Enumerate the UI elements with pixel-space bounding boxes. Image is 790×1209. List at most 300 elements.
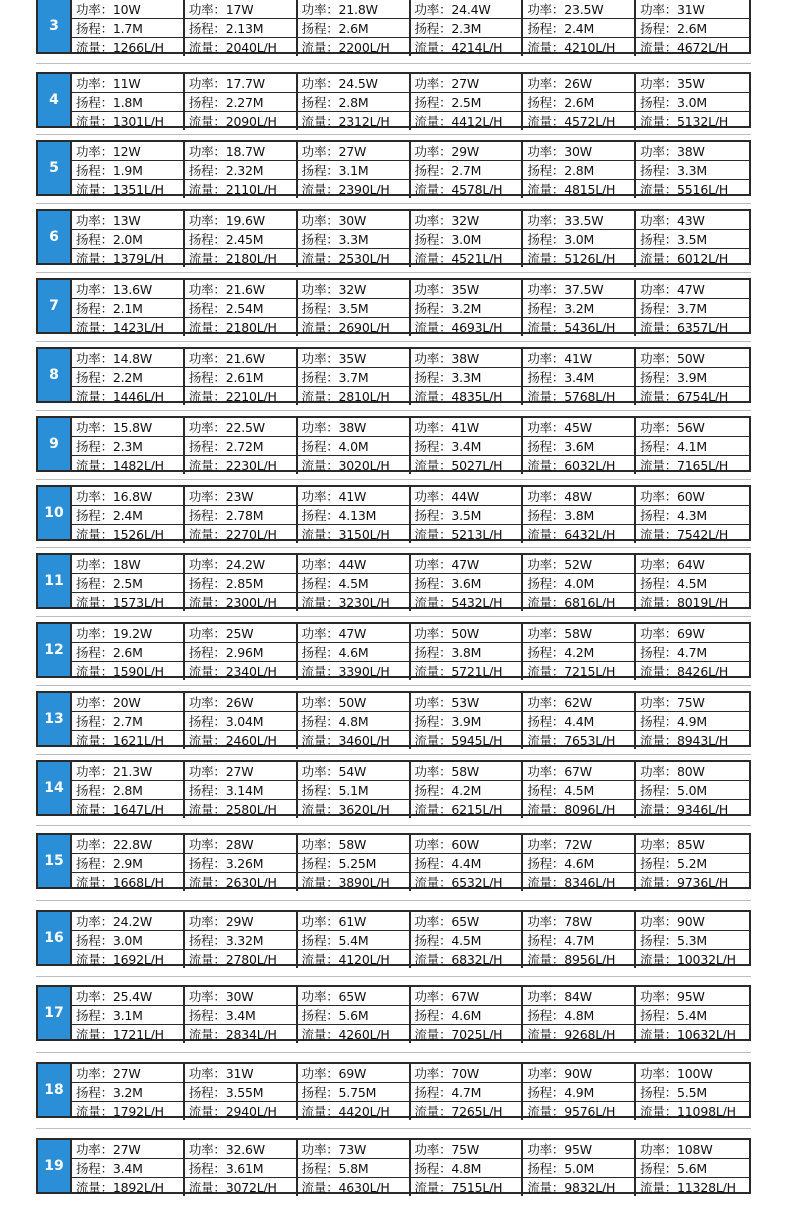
spec-cell [636, 418, 749, 474]
flow-value: 流量：5432L/H [414, 595, 503, 610]
power-value: 功率：56W [636, 418, 749, 437]
spec-cell [411, 987, 524, 1043]
spec-cell [523, 693, 636, 749]
block-cells [72, 211, 749, 266]
spec-cell [298, 74, 411, 130]
flow-value: 流量：6432L/H [527, 527, 616, 542]
power-value: 功率：38W [411, 349, 522, 368]
flow-value: 流量：4412L/H [414, 114, 503, 129]
flow-value: 流量：9832L/H [527, 1180, 616, 1195]
power-value: 功率：28W [185, 835, 296, 854]
spec-cell [72, 912, 185, 968]
head-value: 扬程：2.54M [185, 299, 296, 318]
head-value: 扬程：4.8M [298, 712, 409, 731]
spec-cell [298, 555, 411, 611]
head-value: 扬程：2.78M [185, 506, 296, 525]
head-value: 扬程：2.3M [411, 19, 522, 38]
power-value: 功率：35W [636, 74, 749, 93]
block-cells [72, 555, 749, 610]
power-value: 功率：84W [523, 987, 634, 1006]
flow-value: 流量：8096L/H [527, 802, 616, 817]
head-value: 扬程：3.0M [523, 230, 634, 249]
head-value: 扬程：2.8M [298, 93, 409, 112]
spec-block [36, 72, 751, 128]
head-value: 扬程：3.2M [523, 299, 634, 318]
block-cells [72, 624, 749, 679]
head-value: 扬程：4.0M [523, 574, 634, 593]
spec-cell [636, 349, 749, 405]
block-separator [36, 341, 751, 342]
spec-block [36, 760, 751, 816]
spec-block [36, 985, 751, 1041]
block-separator [36, 547, 751, 548]
power-value: 功率：95W [636, 987, 749, 1006]
power-value: 功率：22.5W [185, 418, 296, 437]
spec-cell [523, 280, 636, 336]
head-value: 扬程：4.6M [411, 1006, 522, 1025]
spec-block [36, 553, 751, 609]
head-value: 扬程：4.9M [523, 1083, 634, 1102]
flow-value: 流量：2180L/H [188, 320, 277, 335]
spec-cell [411, 693, 524, 749]
power-value: 功率：90W [523, 1064, 634, 1083]
flow-value: 流量：1423L/H [76, 320, 164, 335]
power-value: 功率：48W [523, 487, 634, 506]
flow-value: 流量：4420L/H [301, 1104, 390, 1119]
head-value: 扬程：4.7M [523, 931, 634, 950]
flow-value: 流量：1721L/H [76, 1027, 164, 1042]
spec-cell [298, 835, 411, 891]
power-value: 功率：90W [636, 912, 749, 931]
spec-cell [72, 835, 185, 891]
spec-cell [523, 0, 636, 56]
head-value: 扬程：4.8M [523, 1006, 634, 1025]
flow-value: 流量：1590L/H [76, 664, 164, 679]
head-value: 扬程：3.04M [185, 712, 296, 731]
spec-block [36, 416, 751, 472]
flow-value: 流量：8956L/H [527, 952, 616, 967]
flow-value: 流量：3460L/H [301, 733, 390, 748]
spec-cell [298, 418, 411, 474]
power-value: 功率：14.8W [72, 349, 183, 368]
block-cells [72, 0, 749, 55]
flow-value: 流量：11328L/H [640, 1180, 736, 1195]
head-value: 扬程：2.61M [185, 368, 296, 387]
flow-value: 流量：2110L/H [188, 182, 277, 197]
power-value: 功率：30W [185, 987, 296, 1006]
spec-block [36, 833, 751, 889]
spec-cell [298, 487, 411, 543]
head-value: 扬程：2.8M [523, 161, 634, 180]
flow-value: 流量：2340L/H [188, 664, 277, 679]
power-value: 功率：95W [523, 1140, 634, 1159]
head-value: 扬程：3.2M [411, 299, 522, 318]
power-value: 功率：32W [298, 280, 409, 299]
spec-cell [185, 693, 298, 749]
power-value: 功率：50W [298, 693, 409, 712]
power-value: 功率：44W [411, 487, 522, 506]
head-value: 扬程：3.9M [411, 712, 522, 731]
spec-cell [185, 418, 298, 474]
block-number-label: 3 [38, 0, 72, 52]
flow-value: 流量：1301L/H [76, 114, 164, 129]
block-cells [72, 987, 749, 1042]
head-value: 扬程：5.6M [298, 1006, 409, 1025]
head-value: 扬程：3.32M [185, 931, 296, 950]
head-value: 扬程：4.6M [298, 643, 409, 662]
spec-cell [185, 555, 298, 611]
spec-cell [185, 280, 298, 336]
block-number-label: 7 [38, 280, 72, 332]
flow-value: 流量：3890L/H [301, 875, 390, 890]
flow-value: 流量：7515L/H [414, 1180, 503, 1195]
head-value: 扬程：5.0M [636, 781, 749, 800]
head-value: 扬程：3.7M [298, 368, 409, 387]
head-value: 扬程：5.4M [298, 931, 409, 950]
head-value: 扬程：3.9M [636, 368, 749, 387]
power-value: 功率：50W [636, 349, 749, 368]
head-value: 扬程：4.7M [411, 1083, 522, 1102]
head-value: 扬程：5.2M [636, 854, 749, 873]
block-separator [36, 685, 751, 686]
power-value: 功率：18W [72, 555, 183, 574]
power-value: 功率：53W [411, 693, 522, 712]
spec-block [36, 347, 751, 403]
spec-cell [636, 693, 749, 749]
flow-value: 流量：9736L/H [640, 875, 729, 890]
head-value: 扬程：3.0M [411, 230, 522, 249]
spec-cell [185, 912, 298, 968]
head-value: 扬程：3.5M [636, 230, 749, 249]
head-value: 扬程：3.7M [636, 299, 749, 318]
power-value: 功率：108W [636, 1140, 749, 1159]
block-cells [72, 1140, 749, 1195]
spec-cell [411, 280, 524, 336]
flow-value: 流量：2460L/H [188, 733, 277, 748]
head-value: 扬程：3.55M [185, 1083, 296, 1102]
spec-cell [72, 349, 185, 405]
power-value: 功率：41W [523, 349, 634, 368]
block-number-label: 18 [38, 1064, 72, 1116]
block-number-label: 6 [38, 211, 72, 263]
flow-value: 流量：6032L/H [527, 458, 616, 473]
flow-value: 流量：5721L/H [414, 664, 503, 679]
power-value: 功率：52W [523, 555, 634, 574]
spec-cell [636, 912, 749, 968]
power-value: 功率：75W [411, 1140, 522, 1159]
head-value: 扬程：4.3M [636, 506, 749, 525]
spec-block [36, 278, 751, 334]
head-value: 扬程：3.5M [298, 299, 409, 318]
power-value: 功率：35W [411, 280, 522, 299]
flow-value: 流量：1266L/H [76, 40, 164, 55]
head-value: 扬程：4.13M [298, 506, 409, 525]
spec-cell [523, 1064, 636, 1120]
head-value: 扬程：1.7M [72, 19, 183, 38]
flow-value: 流量：8019L/H [640, 595, 729, 610]
spec-cell [636, 74, 749, 130]
head-value: 扬程：2.27M [185, 93, 296, 112]
spec-cell [523, 142, 636, 198]
block-number-label: 9 [38, 418, 72, 470]
spec-cell [523, 987, 636, 1043]
spec-cell [72, 987, 185, 1043]
head-value: 扬程：4.4M [411, 854, 522, 873]
spec-cell [185, 624, 298, 680]
block-number-label: 13 [38, 693, 72, 745]
head-value: 扬程：2.5M [72, 574, 183, 593]
block-cells [72, 349, 749, 404]
head-value: 扬程：4.6M [523, 854, 634, 873]
power-value: 功率：30W [298, 211, 409, 230]
flow-value: 流量：5126L/H [527, 251, 616, 266]
spec-cell [411, 555, 524, 611]
flow-value: 流量：4572L/H [527, 114, 616, 129]
spec-cell [72, 280, 185, 336]
spec-cell [523, 624, 636, 680]
power-value: 功率：30W [523, 142, 634, 161]
power-value: 功率：100W [636, 1064, 749, 1083]
power-value: 功率：38W [636, 142, 749, 161]
spec-cell [636, 487, 749, 543]
block-number-label: 19 [38, 1140, 72, 1192]
flow-value: 流量：1621L/H [76, 733, 164, 748]
spec-block [36, 1138, 751, 1194]
power-value: 功率：64W [636, 555, 749, 574]
head-value: 扬程：2.96M [185, 643, 296, 662]
spec-cell [185, 987, 298, 1043]
spec-cell [523, 487, 636, 543]
power-value: 功率：21.8W [298, 0, 409, 19]
power-value: 功率：60W [636, 487, 749, 506]
spec-cell [636, 835, 749, 891]
spec-block [36, 485, 751, 541]
spec-cell [185, 487, 298, 543]
block-separator [36, 272, 751, 273]
flow-value: 流量：6532L/H [414, 875, 503, 890]
spec-cell [298, 1140, 411, 1196]
block-cells [72, 487, 749, 542]
power-value: 功率：29W [411, 142, 522, 161]
block-cells [72, 280, 749, 335]
head-value: 扬程：4.8M [411, 1159, 522, 1178]
spec-cell [298, 693, 411, 749]
head-value: 扬程：4.5M [636, 574, 749, 593]
spec-cell [411, 349, 524, 405]
head-value: 扬程：4.5M [298, 574, 409, 593]
spec-block [36, 910, 751, 966]
power-value: 功率：47W [411, 555, 522, 574]
head-value: 扬程：4.1M [636, 437, 749, 456]
flow-value: 流量：5768L/H [527, 389, 616, 404]
flow-value: 流量：5132L/H [640, 114, 729, 129]
flow-value: 流量：4693L/H [414, 320, 503, 335]
spec-cell [298, 349, 411, 405]
flow-value: 流量：4210L/H [527, 40, 616, 55]
flow-value: 流量：2630L/H [188, 875, 277, 890]
spec-cell [411, 211, 524, 267]
spec-cell [185, 835, 298, 891]
flow-value: 流量：6215L/H [414, 802, 503, 817]
spec-cell [298, 1064, 411, 1120]
power-value: 功率：37.5W [523, 280, 634, 299]
head-value: 扬程：2.6M [72, 643, 183, 662]
flow-value: 流量：1573L/H [76, 595, 164, 610]
flow-value: 流量：2810L/H [301, 389, 390, 404]
head-value: 扬程：3.1M [72, 1006, 183, 1025]
spec-cell [636, 555, 749, 611]
block-cells [72, 912, 749, 967]
flow-value: 流量：10632L/H [640, 1027, 736, 1042]
block-number-label: 16 [38, 912, 72, 964]
spec-cell [185, 74, 298, 130]
spec-cell [185, 211, 298, 267]
power-value: 功率：25.4W [72, 987, 183, 1006]
head-value: 扬程：4.5M [523, 781, 634, 800]
spec-cell [523, 1140, 636, 1196]
power-value: 功率：26W [523, 74, 634, 93]
spec-cell [72, 555, 185, 611]
spec-block [36, 622, 751, 678]
flow-value: 流量：1526L/H [76, 527, 164, 542]
flow-value: 流量：1482L/H [76, 458, 164, 473]
head-value: 扬程：3.8M [523, 506, 634, 525]
flow-value: 流量：2834L/H [188, 1027, 277, 1042]
flow-value: 流量：3390L/H [301, 664, 390, 679]
spec-block [36, 691, 751, 747]
spec-cell [72, 1064, 185, 1120]
head-value: 扬程：2.45M [185, 230, 296, 249]
block-cells [72, 762, 749, 817]
flow-value: 流量：4835L/H [414, 389, 503, 404]
head-value: 扬程：4.5M [411, 931, 522, 950]
head-value: 扬程：3.3M [636, 161, 749, 180]
power-value: 功率：27W [72, 1064, 183, 1083]
power-value: 功率：65W [298, 987, 409, 1006]
flow-value: 流量：2580L/H [188, 802, 277, 817]
head-value: 扬程：3.1M [298, 161, 409, 180]
spec-cell [185, 0, 298, 56]
head-value: 扬程：2.85M [185, 574, 296, 593]
power-value: 功率：11W [72, 74, 183, 93]
head-value: 扬程：3.26M [185, 854, 296, 873]
flow-value: 流量：2090L/H [188, 114, 277, 129]
flow-value: 流量：9576L/H [527, 1104, 616, 1119]
spec-cell [411, 142, 524, 198]
flow-value: 流量：2200L/H [301, 40, 390, 55]
spec-cell [523, 418, 636, 474]
block-separator [36, 134, 751, 135]
power-value: 功率：67W [411, 987, 522, 1006]
power-value: 功率：54W [298, 762, 409, 781]
head-value: 扬程：3.14M [185, 781, 296, 800]
spec-cell [72, 418, 185, 474]
power-value: 功率：50W [411, 624, 522, 643]
power-value: 功率：73W [298, 1140, 409, 1159]
flow-value: 流量：7165L/H [640, 458, 729, 473]
power-value: 功率：47W [298, 624, 409, 643]
head-value: 扬程：5.4M [636, 1006, 749, 1025]
head-value: 扬程：5.8M [298, 1159, 409, 1178]
head-value: 扬程：5.5M [636, 1083, 749, 1102]
flow-value: 流量：11098L/H [640, 1104, 736, 1119]
power-value: 功率：31W [185, 1064, 296, 1083]
power-value: 功率：43W [636, 211, 749, 230]
head-value: 扬程：4.4M [523, 712, 634, 731]
flow-value: 流量：2230L/H [188, 458, 277, 473]
flow-value: 流量：1692L/H [76, 952, 164, 967]
head-value: 扬程：3.2M [72, 1083, 183, 1102]
power-value: 功率：41W [298, 487, 409, 506]
spec-cell [72, 211, 185, 267]
flow-value: 流量：2940L/H [188, 1104, 277, 1119]
flow-value: 流量：6012L/H [640, 251, 729, 266]
power-value: 功率：61W [298, 912, 409, 931]
head-value: 扬程：4.2M [523, 643, 634, 662]
block-number-label: 5 [38, 142, 72, 194]
power-value: 功率：22.8W [72, 835, 183, 854]
power-value: 功率：27W [72, 1140, 183, 1159]
spec-cell [523, 211, 636, 267]
spec-cell [523, 349, 636, 405]
flow-value: 流量：1892L/H [76, 1180, 164, 1195]
spec-cell [523, 835, 636, 891]
block-separator [36, 410, 751, 411]
spec-cell [298, 762, 411, 818]
block-separator [36, 900, 751, 901]
head-value: 扬程：4.2M [411, 781, 522, 800]
power-value: 功率：15.8W [72, 418, 183, 437]
flow-value: 流量：1792L/H [76, 1104, 164, 1119]
flow-value: 流量：2210L/H [188, 389, 277, 404]
flow-value: 流量：2180L/H [188, 251, 277, 266]
head-value: 扬程：3.6M [411, 574, 522, 593]
block-cells [72, 74, 749, 129]
power-value: 功率：78W [523, 912, 634, 931]
flow-value: 流量：7025L/H [414, 1027, 503, 1042]
head-value: 扬程：2.9M [72, 854, 183, 873]
block-separator [36, 203, 751, 204]
power-value: 功率：24.5W [298, 74, 409, 93]
block-separator [36, 1128, 751, 1129]
spec-cell [298, 211, 411, 267]
head-value: 扬程：5.25M [298, 854, 409, 873]
flow-value: 流量：3230L/H [301, 595, 390, 610]
head-value: 扬程：2.6M [636, 19, 749, 38]
flow-value: 流量：1647L/H [76, 802, 164, 817]
head-value: 扬程：3.61M [185, 1159, 296, 1178]
flow-value: 流量：2690L/H [301, 320, 390, 335]
block-separator [36, 63, 751, 64]
spec-cell [72, 487, 185, 543]
power-value: 功率：12W [72, 142, 183, 161]
head-value: 扬程：2.5M [411, 93, 522, 112]
power-value: 功率：85W [636, 835, 749, 854]
flow-value: 流量：2270L/H [188, 527, 277, 542]
spec-cell [298, 987, 411, 1043]
spec-block [36, 209, 751, 265]
head-value: 扬程：2.2M [72, 368, 183, 387]
power-value: 功率：45W [523, 418, 634, 437]
spec-cell [411, 487, 524, 543]
spec-cell [636, 0, 749, 56]
head-value: 扬程：5.0M [523, 1159, 634, 1178]
spec-cell [411, 74, 524, 130]
spec-cell [411, 762, 524, 818]
head-value: 扬程：2.32M [185, 161, 296, 180]
flow-value: 流量：7653L/H [527, 733, 616, 748]
spec-cell [411, 1064, 524, 1120]
